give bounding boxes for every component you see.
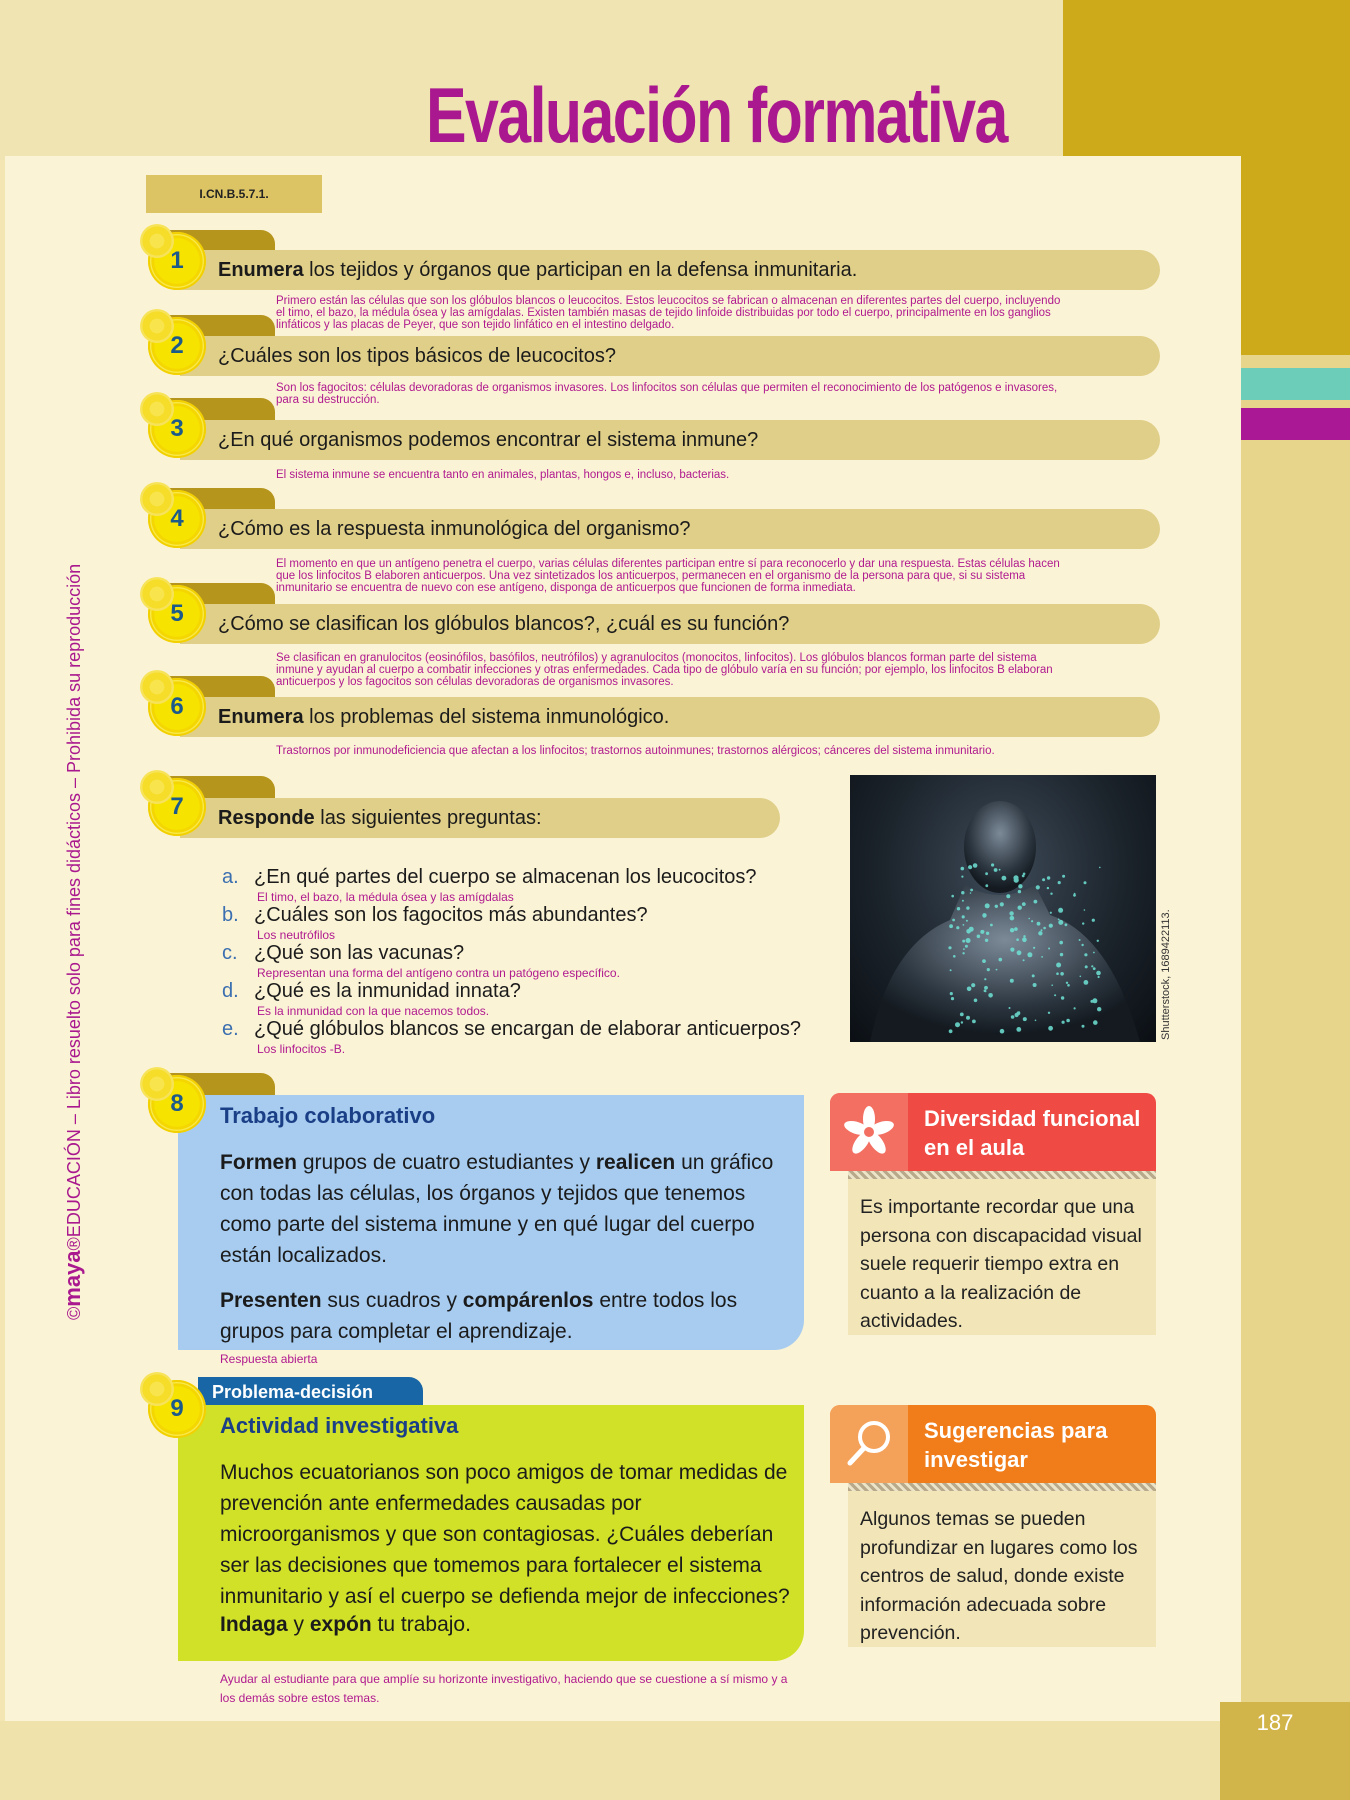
q3-answer: El sistema inmune se encuentra tanto en animales, plantas, hongos e, incluso, bacterias. xyxy=(276,469,730,481)
invest-title: Actividad investigativa xyxy=(220,1413,459,1438)
q1-question: Enumera los tejidos y órganos que participan en la defensa inmunitaria. xyxy=(218,259,858,281)
teal-tab xyxy=(1240,368,1350,400)
research-hatch xyxy=(848,1483,1156,1491)
q5-question: ¿Cómo se clasifican los glóbulos blancos?, ¿cuál es su función? xyxy=(218,613,790,635)
credit-text: EDUCACIÓN – Libro resuelto solo para fines didácticos – Prohibida su reproducción xyxy=(64,563,84,1238)
research-icon-box xyxy=(830,1405,908,1483)
page-title: Evaluación formativa xyxy=(426,71,1007,159)
q6-answer: Trastornos por inmunodeficiencia que afectan a los linfocitos; trastornos autoinmunes; trastornos alérgicos; cánceres del sistema inmunitario. xyxy=(276,745,995,757)
q7-item-answer: Es la inmunidad con la que nacemos todos. xyxy=(257,1004,490,1018)
q4-answer: El momento en que un antígeno penetra el cuerpo, varias células diferentes participan entre sí para reconocerlo y dar una respuesta. Estas células hacen que los linfocitos B elaboren anticuerpos. Una vez sintetizados los anticuerpos, permanecen en el organismo de la persona para que, si su sistema inmunitario se encuentra de nuevo con ese antígeno, disponga de anticuerpos que funcionen de forma inmediata. xyxy=(276,558,1060,594)
q7-item-question: ¿Qué son las vacunas? xyxy=(254,942,465,964)
q7-number-badge: 7 xyxy=(148,778,206,836)
immune-system-body-image xyxy=(850,775,1156,1042)
q5-answer: Se clasifican en granulocitos (eosinófilos, basófilos, neutrófilos) y agranulocitos (monocitos, linfocitos). Los glóbulos blancos forman parte del sistema inmune y ayudan al cuerpo a combatir infecciones y otras enfermedades. Cada tipo de glóbulo varía en su función; por ejemplo, los linfocitos B elaboran anticuerpos y los fagocitos son células devoradoras de organismos invasores. xyxy=(276,652,1053,688)
q7-item-question: ¿Qué es la inmunidad innata? xyxy=(254,980,521,1002)
collab-paragraph-2: Presenten sus cuadros y compárenlos entre todos los grupos para completar el aprendizaje. xyxy=(220,1289,738,1343)
q2-answer: Son los fagocitos: células devoradoras de organismos invasores. Los linfocitos son células que permiten el reconocimiento de los patógenos e invasores, para su destrucción. xyxy=(276,382,1058,406)
q7-item-letter: a. xyxy=(222,866,239,888)
q7-item-question: ¿En qué partes del cuerpo se almacenan los leucocitos? xyxy=(254,866,757,888)
page-number: 187 xyxy=(1256,1710,1294,1735)
brand-logo: maya xyxy=(60,1250,85,1307)
research-body: Algunos temas se pueden profundizar en lugares como los centros de salud, donde existe información adecuada sobre prevención. xyxy=(848,1491,1156,1647)
diversity-title: Diversidad funcional en el aula xyxy=(924,1106,1141,1160)
q7-item-answer: Los linfocitos -B. xyxy=(257,1042,346,1056)
q7-item-answer: Los neutrófilos xyxy=(257,928,336,942)
q7-item-letter: d. xyxy=(222,980,239,1002)
q7-item-letter: e. xyxy=(222,1018,239,1040)
collaborative-work-box xyxy=(178,1095,804,1350)
diversity-body: Es importante recordar que una persona con discapacidad visual suele requerir tiempo extra en cuanto a la realización de actividades. xyxy=(848,1179,1156,1335)
diversity-icon-box xyxy=(830,1093,908,1171)
q7-item-question: ¿Qué glóbulos blancos se encargan de elaborar anticuerpos? xyxy=(254,1018,802,1040)
human-figure-icon xyxy=(850,775,1156,1042)
q6-question: Enumera los problemas del sistema inmunológico. xyxy=(218,706,670,728)
q7-item-letter: c. xyxy=(222,942,238,964)
q1-number-badge: 1 xyxy=(148,232,206,290)
q4-question: ¿Cómo es la respuesta inmunológica del organismo? xyxy=(218,518,691,540)
q7-item-answer: Representan una forma del antígeno contra un patógeno específico. xyxy=(257,966,620,980)
q6-number-badge: 6 xyxy=(148,678,206,736)
q5-number-badge: 5 xyxy=(148,585,206,643)
q7-item-letter: b. xyxy=(222,904,239,926)
bottom-band xyxy=(0,1721,1350,1800)
q8-answer: Respuesta abierta xyxy=(220,1352,318,1366)
collab-title: Trabajo colaborativo xyxy=(220,1103,436,1128)
q1-answer: Primero están las células que son los glóbulos blancos o leucocitos. Estos leucocitos se fabrican o almacenan en diferentes partes del cuerpo, incluyendo el timo, el bazo, la médula ósea y las amígdalas. Existen también masas de tejido linfoide distribuidas por todo el cuerpo, principalmente en los ganglios linfáticos y las placas de Peyer, que son tejido linfático en el intestino delgado. xyxy=(276,295,1061,331)
invest-paragraph-1: Muchos ecuatorianos son poco amigos de tomar medidas de prevención ante enfermedades causadas por microorganismos y que son contagiosas. ¿Cuáles deberían ser las decisiones que tomemos para fortalecer el sistema inmunitario y así el cuerpo se defienda mejor de infecciones? xyxy=(220,1461,790,1608)
magnifier-icon xyxy=(830,1405,908,1483)
research-activity-box xyxy=(178,1405,804,1661)
q2-question: ¿Cuáles son los tipos básicos de leucocitos? xyxy=(218,345,616,367)
q9-answer: Ayudar al estudiante para que amplíe su horizonte investigativo, haciendo que se cuestione a sí mismo y a los demás sobre estos temas. xyxy=(220,1672,788,1705)
q3-number-badge: 3 xyxy=(148,400,206,458)
diversity-hatch xyxy=(848,1171,1156,1179)
magenta-tab xyxy=(1240,408,1350,440)
q9-number-badge: 9 xyxy=(148,1380,206,1438)
q7-item-question: ¿Cuáles son los fagocitos más abundantes? xyxy=(254,904,648,926)
research-title: Sugerencias para investigar xyxy=(924,1418,1108,1472)
q4-number-badge: 4 xyxy=(148,490,206,548)
q2-number-badge: 2 xyxy=(148,317,206,375)
curriculum-code: I.CN.B.5.7.1. xyxy=(146,175,322,213)
invest-paragraph-2: Indaga y expón tu trabajo. xyxy=(220,1613,471,1636)
q8-number-badge: 8 xyxy=(148,1075,206,1133)
vertical-credit: ©maya®EDUCACIÓN – Libro resuelto solo para fines didácticos – Prohibida su reproducción xyxy=(60,563,85,1320)
asterisk-flower-icon xyxy=(830,1093,908,1171)
image-credit: Shutterstock, 1689422113. xyxy=(1160,909,1172,1040)
collab-paragraph-1: Formen grupos de cuatro estudiantes y realicen un gráfico con todas las células, los órganos y tejidos que tenemos como parte del sistema inmune y en qué lugar del cuerpo están localizados. xyxy=(220,1151,774,1267)
q3-question: ¿En qué organismos podemos encontrar el sistema inmune? xyxy=(218,429,759,451)
q7-item-answer: El timo, el bazo, la médula ósea y las amígdalas xyxy=(257,890,514,904)
problem-decision-tag: Problema-decisión xyxy=(198,1377,423,1407)
q7-question: Responde las siguientes preguntas: xyxy=(218,807,542,829)
